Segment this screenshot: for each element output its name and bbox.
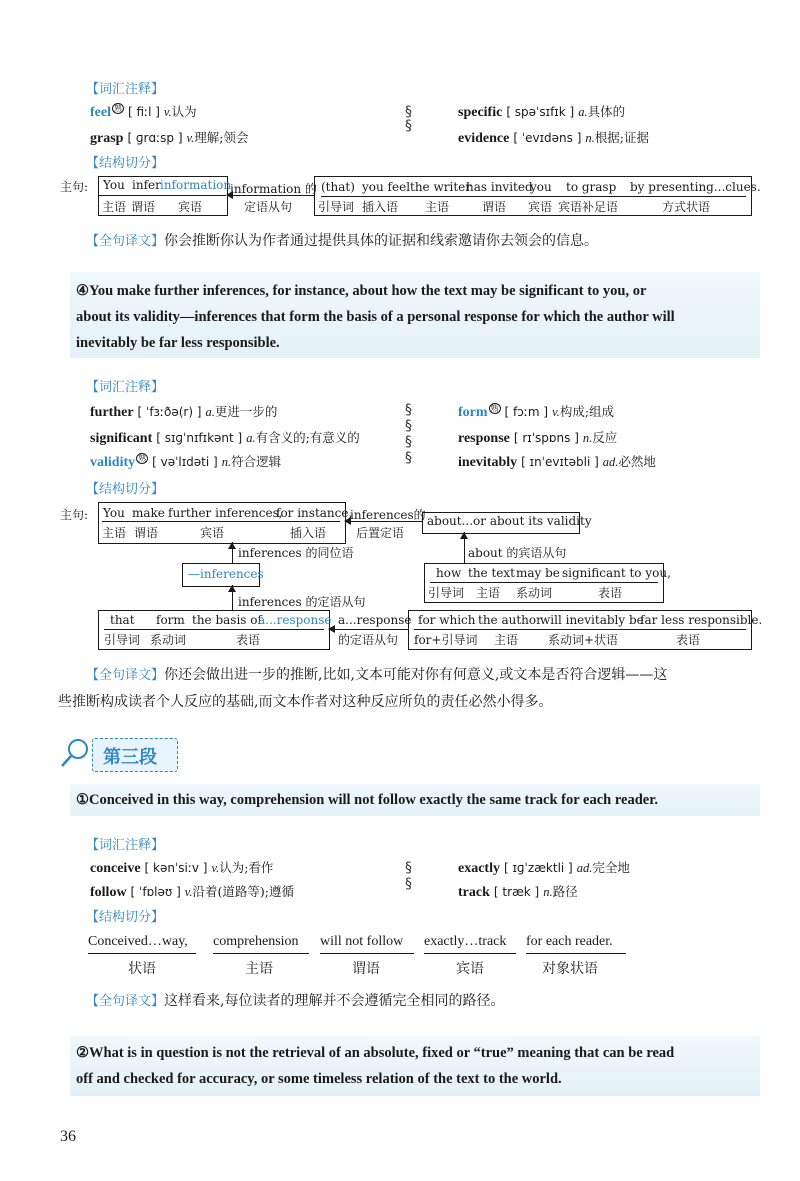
vocab-entry (458, 128, 649, 147)
vocab-phonetic: [ træk ] (493, 885, 540, 899)
vocab-entry (458, 102, 625, 121)
connector-line (230, 195, 314, 196)
vocab-pos: v. (186, 131, 195, 145)
vocab-word: inevitably (458, 455, 518, 470)
clause-role: 引导词 (428, 586, 465, 600)
vocab-def: 理解;领会 (194, 130, 249, 145)
clause-word: by presenting...clues. (630, 180, 761, 194)
clause-word: for which (418, 613, 476, 627)
familiar-mark-icon: 熟 (113, 103, 122, 113)
clause-role: 宾语 (200, 526, 225, 540)
clause-note: inferences 的同位语 (238, 546, 354, 560)
clause-role: 谓语 (131, 200, 156, 214)
clause-word: the writer (410, 180, 471, 194)
clause-word: further inferences, (168, 506, 283, 520)
translation (86, 988, 504, 1015)
divider-squiggle-icon: § (405, 104, 412, 120)
underline (321, 196, 746, 197)
clause-role: 谓语 (482, 200, 507, 214)
section-heading (92, 738, 178, 772)
vocab-def: 完全地 (592, 860, 630, 875)
vocab-phonetic: [ ɡrɑːsp ] (127, 131, 183, 145)
page-number: 36 (60, 1128, 76, 1145)
underline (102, 521, 340, 522)
clause-word: a...response (258, 613, 332, 627)
sentence-part: exactly…track (424, 934, 507, 949)
vocab-entry (90, 858, 273, 877)
translation (58, 662, 668, 715)
translation-text: 你还会做出进一步的推断,比如,文本可能对你有何意义,或文本是否符合逻辑——这 (164, 667, 668, 683)
vocab-word: conceive (90, 861, 141, 876)
divider-line (98, 195, 226, 196)
vocab-word: specific (458, 105, 503, 120)
vocab-pos: a. (578, 105, 588, 119)
vocab-pos: ad. (602, 455, 619, 469)
clause-word: for instance, (276, 506, 353, 520)
clause-role: 引导词 (318, 200, 355, 214)
clause-role: 宾语补足语 (558, 200, 619, 214)
clause-role: 主语 (476, 586, 501, 600)
clause-role: 插入语 (362, 200, 399, 214)
clause-word: that (110, 613, 135, 627)
struct-label: 【结构切分】 (86, 156, 165, 171)
divider-squiggle-icon: § (405, 450, 412, 466)
clause-word: will inevitably be (540, 613, 644, 627)
clause-role: 宾语 (178, 200, 203, 214)
vocab-entry (458, 452, 656, 471)
clause-role: 引导词 (104, 633, 141, 647)
vocab-def: 必然地 (618, 454, 656, 469)
clause-word: —inferences (188, 567, 264, 581)
clause-note: 定语从句 (244, 200, 293, 214)
clause-word: far less responsible. (640, 613, 763, 627)
clause-word: information (160, 178, 232, 192)
clause-role: 主语 (102, 200, 127, 214)
vocab-word: grasp (90, 131, 124, 146)
vocab-def: 有含义的;有意义的 (255, 430, 360, 445)
translation (86, 228, 598, 255)
connector-line (350, 521, 422, 522)
divider-squiggle-icon: § (405, 876, 412, 892)
clause-word: the text (468, 566, 515, 580)
vocab-word: form (458, 405, 488, 420)
clause-word: has invited (466, 180, 533, 194)
underline (320, 953, 414, 954)
clause-word: the author (478, 613, 542, 627)
clause-note: 后置定语 (356, 526, 405, 540)
translation-label: 【全句译文】 (86, 994, 165, 1009)
arrow-up-icon (228, 542, 236, 549)
sentence-part: Conceived…way, (88, 934, 188, 949)
vocab-entry (90, 402, 277, 421)
vocab-pos: a. (205, 405, 215, 419)
connector-line (334, 629, 408, 630)
vocab-entry (458, 882, 578, 901)
vocab-entry (90, 882, 294, 901)
clause-role: 主语 (425, 200, 450, 214)
vocab-phonetic: [ ɪɡˈzæktli ] (503, 861, 573, 875)
clause-word: (that) (321, 180, 355, 194)
vocab-def: 认为;看作 (219, 860, 274, 875)
sentence-line: about its validity—inferences that form the basis of a personal response for which the author will (76, 309, 675, 325)
sentence-role: 状语 (128, 961, 156, 977)
translation-label: 【全句译文】 (86, 234, 165, 249)
sentence-role: 谓语 (352, 961, 380, 977)
clause-role: 宾语 (528, 200, 553, 214)
sentence-line: off and checked for accuracy, or some timeless relation of the text to the world. (76, 1071, 562, 1087)
clause-word: to grasp (566, 180, 617, 194)
divider-squiggle-icon: § (405, 860, 412, 876)
clause-note: inferences的 (350, 508, 426, 522)
vocab-phonetic: [ sɪɡˈnɪfɪkənt ] (156, 431, 243, 445)
clause-role: 谓语 (134, 526, 159, 540)
sentence-part: will not follow (320, 934, 404, 949)
divider-squiggle-icon: § (405, 434, 412, 450)
divider-squiggle-icon: § (405, 418, 412, 434)
clause-note: inferences 的定语从句 (238, 595, 366, 609)
vocab-def: 沿着(道路等);遵循 (192, 884, 295, 899)
underline (213, 953, 309, 954)
vocab-def: 符合逻辑 (231, 454, 282, 469)
sentence-line: inevitably be far less responsible. (76, 335, 280, 351)
translation-text: 你会推断你认为作者通过提供具体的证据和线索邀请你去领会的信息。 (164, 233, 599, 249)
vocab-word: significant (90, 431, 153, 446)
clause-role: 插入语 (290, 526, 327, 540)
vocab-def: 具体的 (587, 104, 626, 119)
vocab-phonetic: [ rɪˈspɒns ] (513, 431, 579, 445)
section-title: 第三段 (103, 747, 157, 768)
vocab-pos: n. (221, 455, 232, 469)
clause-note: information 的 (230, 182, 317, 196)
sentence-line: ④You make further inferences, for instance, about how the text may be significant to you, or (76, 283, 647, 299)
divider-squiggle-icon: § (405, 118, 412, 134)
vocab-word: response (458, 431, 510, 446)
vocab-pos: v. (184, 885, 193, 899)
vocab-entry (90, 452, 281, 471)
vocab-entry (458, 858, 630, 877)
underline (526, 953, 626, 954)
struct-label: 【结构切分】 (86, 482, 165, 497)
sentence-1: ①Conceived in this way, comprehension will not follow exactly the same track for each reader. (76, 792, 658, 808)
clause-role: 方式状语 (662, 200, 711, 214)
clause-role: 系动词+状语 (548, 633, 619, 647)
vocab-phonetic: [ spəˈsɪfɪk ] (506, 105, 575, 119)
vocab-word: exactly (458, 861, 500, 876)
vocab-entry (90, 428, 360, 447)
main-clause-label: 主句: (60, 180, 89, 194)
clause-word: how (436, 566, 462, 580)
clause-word: may be (516, 566, 560, 580)
vocab-pos: v. (163, 105, 172, 119)
arrow-up-icon (460, 532, 468, 539)
vocab-phonetic: [ ɪnˈevɪtəbli ] (521, 455, 599, 469)
underline (88, 953, 196, 954)
sentence-2 (76, 1040, 766, 1092)
translation-text: 些推断构成读者个人反应的基础,而文本作者对这种反应所负的责任必然小得多。 (58, 694, 553, 710)
vocab-word: evidence (458, 131, 510, 146)
vocab-pos: n. (543, 885, 553, 899)
underline (414, 629, 746, 630)
clause-word: about...or about its validity (427, 514, 592, 528)
familiar-mark-icon: 熟 (490, 403, 499, 413)
translation-label: 【全句译文】 (86, 668, 165, 683)
vocab-word: feel (90, 105, 111, 120)
underline (424, 953, 516, 954)
clause-role: 表语 (598, 586, 623, 600)
vocab-pos: v. (211, 861, 220, 875)
vocab-word: validity (90, 455, 136, 470)
vocab-label: 【词汇注释】 (86, 82, 165, 97)
vocab-entry (458, 428, 617, 447)
vocab-phonetic: [ kənˈsiːv ] (144, 861, 208, 875)
clause-role: 主语 (102, 526, 127, 540)
sentence-role: 对象状语 (542, 961, 598, 977)
familiar-mark-icon: 熟 (138, 453, 147, 463)
vocab-pos: v. (552, 405, 560, 419)
vocab-word: track (458, 885, 490, 900)
vocab-phonetic: [ fiːl ] (127, 105, 160, 119)
vocab-pos: n. (582, 431, 593, 445)
clause-word: You (103, 178, 125, 192)
vocab-word: follow (90, 885, 127, 900)
vocab-entry (90, 128, 248, 147)
clause-word: make (132, 506, 165, 520)
clause-role: 表语 (236, 633, 261, 647)
arrow-up-icon (228, 585, 236, 592)
vocab-pos: ad. (576, 861, 593, 875)
vocab-pos: a. (246, 431, 256, 445)
clause-note: 的定语从句 (338, 633, 399, 647)
clause-word: the basis of (192, 613, 262, 627)
vocab-def: 反应 (592, 430, 618, 445)
clause-note: about 的宾语从句 (468, 546, 567, 560)
vocab-entry (458, 402, 614, 421)
clause-role: 表语 (676, 633, 701, 647)
translation-text: 这样看来,每位读者的理解并不会遵循完全相同的路径。 (164, 993, 505, 1009)
clause-word: you (530, 180, 552, 194)
vocab-phonetic: [ ˈevɪdəns ] (513, 131, 582, 145)
vocab-def: 更进一步的 (214, 404, 278, 419)
vocab-label: 【词汇注释】 (86, 380, 165, 395)
clause-word: you feel (362, 180, 411, 194)
vocab-phonetic: [ ˈfɒləʊ ] (130, 885, 181, 899)
sentence-role: 宾语 (456, 961, 484, 977)
main-clause-label: 主句: (60, 508, 89, 522)
clause-role: for+引导词 (414, 633, 478, 647)
vocab-entry (90, 102, 197, 121)
divider-squiggle-icon: § (405, 402, 412, 418)
sentence-4 (76, 278, 766, 356)
vocab-def: 构成;组成 (559, 404, 615, 419)
vocab-def: 根据;证据 (594, 130, 649, 145)
sentence-role: 主语 (245, 961, 273, 977)
clause-word: infer (132, 178, 161, 192)
clause-word: form (156, 613, 185, 627)
clause-word: significant to you, (562, 566, 671, 580)
underline (430, 582, 658, 583)
vocab-phonetic: [ ˈfɜːðə(r) ] (137, 405, 202, 419)
vocab-phonetic: [ fɔːm ] (504, 405, 549, 419)
vocab-phonetic: [ vəˈlɪdəti ] (152, 455, 218, 469)
clause-role: 系动词 (516, 586, 553, 600)
sentence-part: for each reader. (526, 934, 613, 949)
vocab-word: further (90, 405, 134, 420)
magnifier-icon (58, 736, 92, 770)
vocab-def: 路径 (552, 884, 578, 899)
vocab-pos: n. (585, 131, 595, 145)
sentence-part: comprehension (213, 934, 299, 949)
clause-note: a...response (338, 613, 412, 627)
vocab-def: 认为 (171, 104, 197, 119)
clause-role: 主语 (494, 633, 519, 647)
clause-role: 系动词 (150, 633, 187, 647)
underline (104, 629, 324, 630)
clause-word: You (103, 506, 125, 520)
vocab-label: 【词汇注释】 (86, 838, 165, 853)
sentence-line: ②What is in question is not the retrieval of an absolute, fixed or “true” meaning that can be read (76, 1045, 675, 1061)
struct-label: 【结构切分】 (86, 910, 165, 925)
